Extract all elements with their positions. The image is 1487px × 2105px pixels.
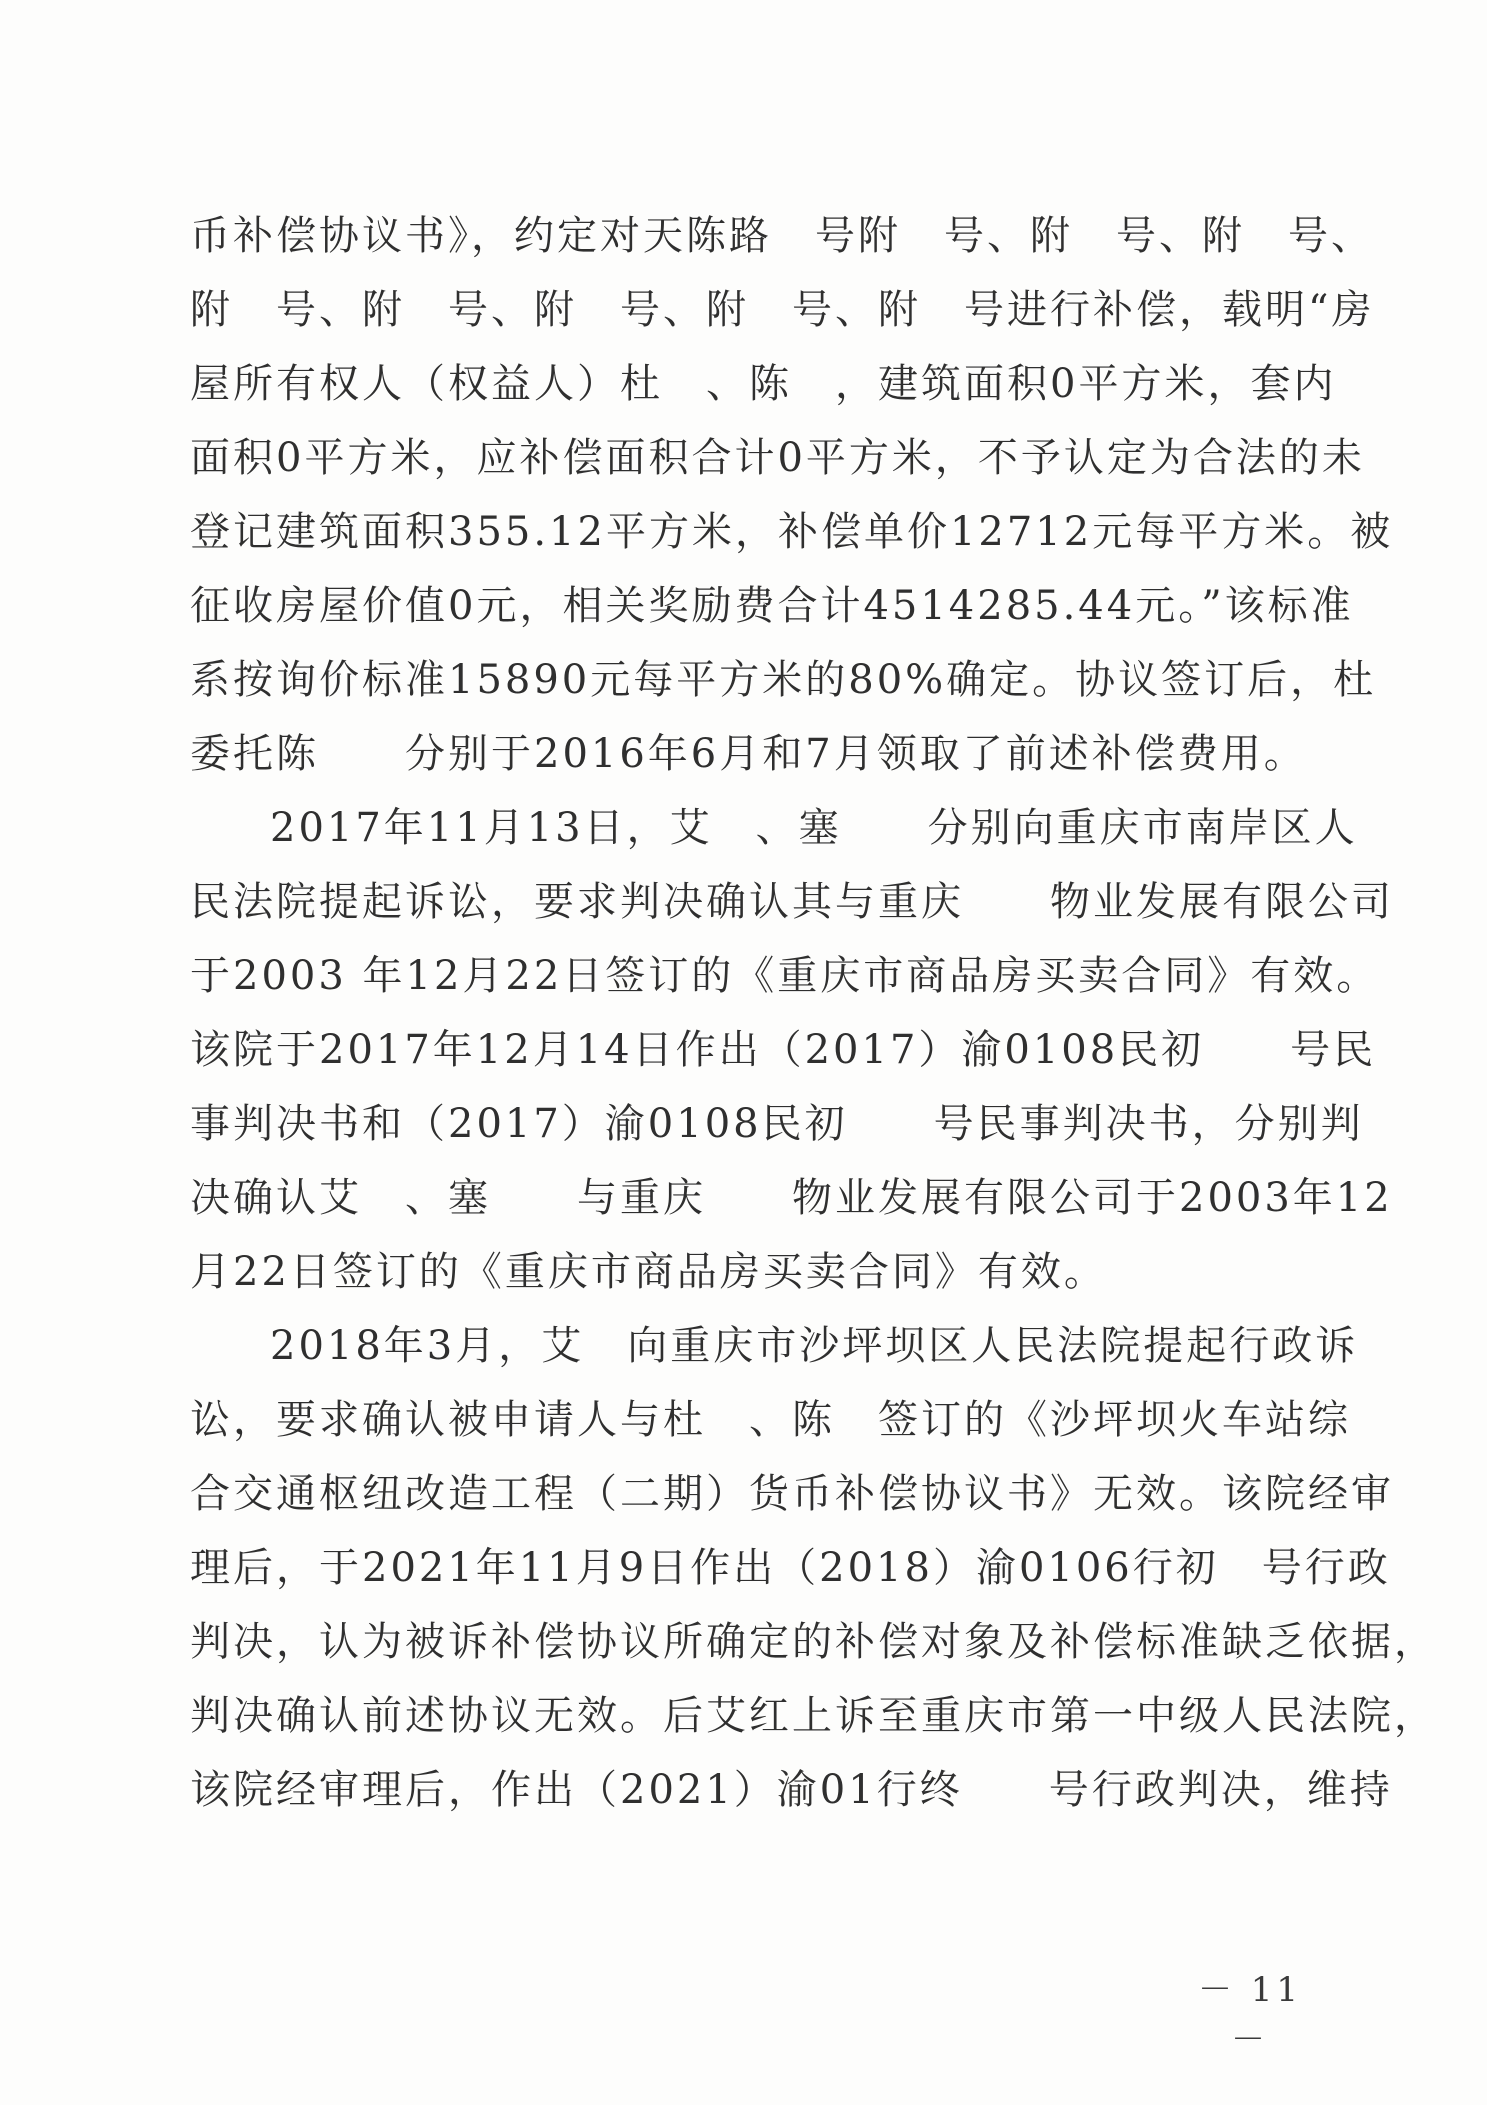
paragraph-2017-line-6: 决确认艾 、塞 与重庆 物业发展有限公司于2003年12 [190,1175,1393,1221]
text-line-6: 征收房屋价值0元，相关奖励费合计4514285.44元。”该标准 [190,583,1354,629]
text-line-2: 附 号、附 号、附 号、附 号、附 号进行补偿，载明“房 [190,287,1375,333]
paragraph-2018-line-1: 2018年3月，艾 向重庆市沙坪坝区人民法院提起行政诉 [270,1323,1359,1369]
paragraph-2018-line-4: 理后，于2021年11月9日作出（2018）渝0106行初 号行政 [190,1545,1391,1591]
paragraph-2017-line-1: 2017年11月13日，艾 、塞 分别向重庆市南岸区人 [270,805,1358,851]
paragraph-2017-line-3: 于2003 年12月22日签订的《重庆市商品房买卖合同》有效。 [190,953,1380,999]
paragraph-2018-line-5: 判决，认为被诉补偿协议所确定的补偿对象及补偿标准缺乏依据， [190,1619,1437,1665]
paragraph-2017-line-4: 该院于2017年12月14日作出（2017）渝0108民初 号民 [190,1027,1377,1073]
text-line-8: 委托陈 分别于2016年6月和7月领取了前述补偿费用。 [190,731,1307,777]
text-line-5: 登记建筑面积355.12平方米，补偿单价12712元每平方米。被 [190,509,1394,555]
text-line-1: 币补偿协议书》，约定对天陈路 号附 号、附 号、附 号、 [190,213,1374,259]
paragraph-2017-line-2: 民法院提起诉讼，要求判决确认其与重庆 物业发展有限公司 [190,879,1394,925]
text-line-4: 面积0平方米，应补偿面积合计0平方米，不予认定为合法的未 [190,435,1365,481]
paragraph-2017-line-7: 月22日签订的《重庆市商品房买卖合同》有效。 [190,1249,1107,1295]
text-line-3: 屋所有权人（权益人）杜 、陈 ，建筑面积0平方米，套内 [190,361,1337,407]
paragraph-2018-line-6: 判决确认前述协议无效。后艾红上诉至重庆市第一中级人民法院， [190,1693,1437,1739]
paragraph-2018-line-3: 合交通枢纽改造工程（二期）货币补偿协议书》无效。该院经审 [190,1471,1394,1517]
paragraph-2017-line-5: 事判决书和（2017）渝0108民初 号民事判决书，分别判 [190,1101,1364,1147]
text-line-7: 系按询价标准15890元每平方米的80%确定。协议签订后，杜 [190,657,1377,703]
page-number: － 11 － [1197,1970,1303,2060]
paragraph-2018-line-2: 讼，要求确认被申请人与杜 、陈 签订的《沙坪坝火车站综 [190,1397,1351,1443]
paragraph-2018-line-7: 该院经审理后，作出（2021）渝01行终 号行政判决，维持 [190,1767,1393,1813]
